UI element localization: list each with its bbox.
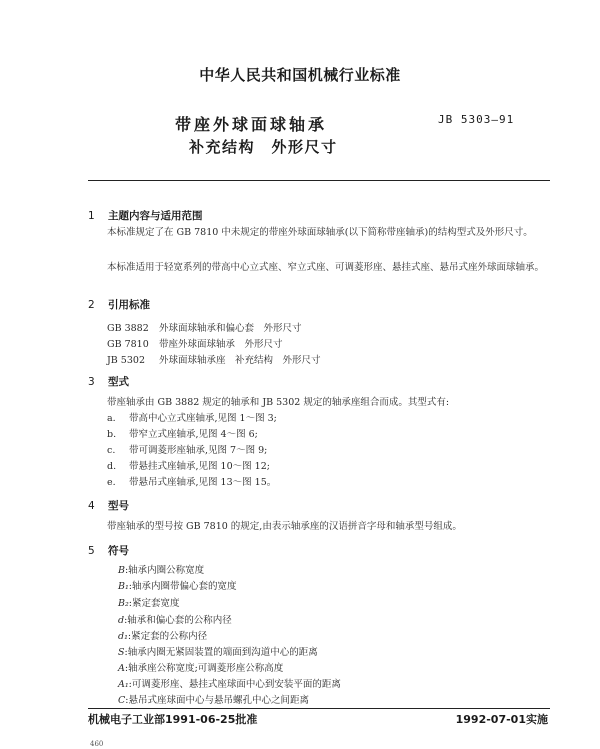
approval-statement: 机械电子工业部1991-06-25批准 — [88, 713, 258, 726]
section-5-heading — [88, 543, 129, 558]
symbol-definition — [118, 578, 237, 592]
section-1-paragraph-1: 本标准规定了在 GB 7810 中未规定的带座外球面球轴承(以下简称带座轴承)的结构型式及外形尺寸。 — [107, 227, 533, 238]
section-1-paragraph-2: 本标准适用于轻宽系列的带高中心立式座、窄立式座、可调菱形座、悬挂式座、悬吊式座外球面球轴承。 — [107, 262, 545, 273]
reference-item — [107, 336, 283, 350]
symbol: A₁ — [118, 679, 129, 690]
symbol-definition — [118, 692, 309, 706]
symbol: A — [118, 663, 125, 674]
type-list-item — [107, 410, 277, 424]
reference-item — [107, 320, 302, 334]
section-1-title: 主题内容与适用范围 — [108, 210, 203, 222]
header-divider — [88, 180, 550, 181]
reference-code: JB 5302 — [107, 355, 145, 366]
section-2-number: 2 — [88, 299, 95, 311]
section-3-intro: 带座轴承由 GB 3882 规定的轴承和 JB 5302 规定的轴承座组合而成。其型式有: — [107, 397, 450, 408]
type-list-item — [107, 458, 270, 472]
standard-code: JB 5303—91 — [438, 113, 515, 126]
symbol: S — [118, 647, 125, 658]
symbol-meaning: :轴承内圈带偏心套的宽度 — [128, 581, 237, 592]
symbol: C — [118, 695, 126, 706]
reference-code: GB 3882 — [107, 323, 149, 334]
reference-item — [107, 352, 321, 366]
section-5-title: 符号 — [108, 545, 129, 557]
list-marker: c. — [107, 445, 116, 456]
symbol-meaning: :紧定套的公称内径 — [127, 631, 208, 642]
section-2-heading — [88, 297, 150, 312]
list-text: 带可调菱形座轴承,见图 7～图 9; — [129, 445, 268, 456]
symbol-meaning: :轴承内圈无紧固装置的端面到沟道中心的距离 — [124, 647, 318, 658]
standard-title-line1: 带座外球面球轴承 — [175, 115, 328, 134]
section-3-number: 3 — [88, 376, 95, 388]
symbol-definition — [118, 676, 341, 690]
section-5-number: 5 — [88, 545, 95, 557]
effective-date: 1992-07-01实施 — [455, 713, 548, 726]
reference-title: 外球面球轴承和偏心套 外形尺寸 — [159, 323, 302, 334]
page-number: 460 — [90, 740, 104, 748]
symbol: B₂ — [118, 598, 129, 609]
section-4-paragraph: 带座轴承的型号按 GB 7810 的规定,由表示轴承座的汉语拼音字母和轴承型号组成。 — [107, 521, 462, 532]
section-3-heading — [88, 374, 129, 389]
symbol-meaning: :悬吊式座球面中心与悬吊螺孔中心之间距离 — [125, 695, 309, 706]
list-text: 带窄立式座轴承,见图 4～图 6; — [129, 429, 258, 440]
symbol: d — [118, 615, 125, 626]
standard-title-line2: 补充结构 外形尺寸 — [189, 138, 338, 156]
symbol: B₁ — [118, 581, 129, 592]
symbol-definition — [118, 562, 204, 576]
list-text: 带高中心立式座轴承,见图 1～图 3; — [129, 413, 277, 424]
symbol-meaning: :轴承座公称宽度;可调菱形座公称高度 — [124, 663, 284, 674]
symbol-definition — [118, 628, 207, 642]
section-4-number: 4 — [88, 500, 95, 512]
reference-title: 带座外球面球轴承 外形尺寸 — [159, 339, 283, 350]
symbol-definition — [118, 660, 283, 674]
section-3-title: 型式 — [108, 376, 129, 388]
type-list-item — [107, 474, 276, 488]
org-title: 中华人民共和国机械行业标准 — [199, 66, 401, 84]
section-1-heading — [88, 208, 203, 223]
section-2-title: 引用标准 — [108, 299, 150, 311]
list-text: 带悬挂式座轴承,见图 10～图 12; — [129, 461, 270, 472]
list-marker: d. — [107, 461, 117, 472]
symbol: d₁ — [118, 631, 128, 642]
list-marker: b. — [107, 429, 117, 440]
symbol-meaning: :可调菱形座、悬挂式座球面中心到安装平面的距离 — [128, 679, 341, 690]
list-marker: e. — [107, 477, 116, 488]
symbol-meaning: :轴承内圈公称宽度 — [124, 565, 205, 576]
symbol-definition — [118, 644, 318, 658]
symbol: B — [118, 565, 125, 576]
symbol-definition — [118, 595, 180, 609]
list-marker: a. — [107, 413, 116, 424]
type-list-item — [107, 442, 267, 456]
section-4-title: 型号 — [108, 500, 129, 512]
reference-code: GB 7810 — [107, 339, 149, 350]
list-text: 带悬吊式座轴承,见图 13～图 15。 — [129, 477, 277, 488]
type-list-item — [107, 426, 258, 440]
symbol-meaning: :紧定套宽度 — [128, 598, 180, 609]
symbol-meaning: :轴承和偏心套的公称内径 — [124, 615, 232, 626]
reference-title: 外球面球轴承座 补充结构 外形尺寸 — [159, 355, 321, 366]
footer-divider — [88, 708, 550, 709]
section-4-heading — [88, 498, 129, 513]
symbol-definition — [118, 612, 232, 626]
section-1-number: 1 — [88, 210, 95, 222]
